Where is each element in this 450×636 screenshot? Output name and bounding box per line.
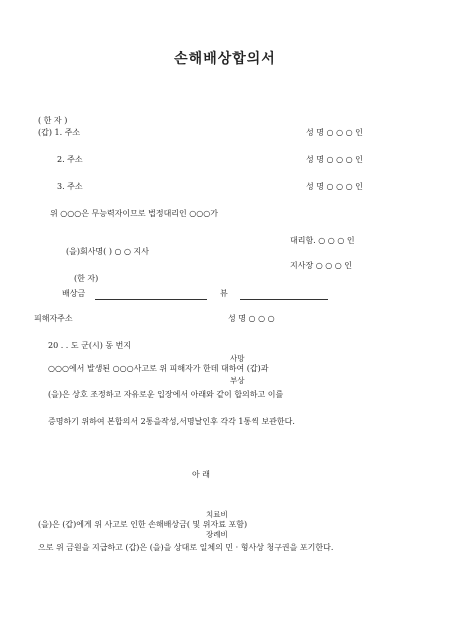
- proof-statement: 증명하기 위하여 본합의서 2통을작성,서명날인후 각각 1통씩 보관한다.: [48, 417, 295, 426]
- compensation-mid-mark: 뷰: [220, 289, 228, 298]
- terms-heading: 아 래: [192, 470, 210, 479]
- accident-description: ○○○에서 발생된 ○○○사고로 위 피해자가 한데 대하여 (갑)과: [48, 364, 269, 373]
- party-a-header: ( 한 자 ): [38, 116, 68, 125]
- accident-date-place: 20 . . 도 군(시) 동 번지: [48, 341, 132, 350]
- compensation-amount-rule-left: [95, 299, 207, 300]
- signature-3: 성 명 ○ ○ ○ 인: [306, 182, 363, 191]
- company-name-line: (을)회사명( ) ○ ○ 지사: [66, 247, 149, 256]
- mutual-agreement-line: (을)은 상호 조정하고 자유로운 입장에서 아래와 같이 합의하고 이를: [48, 390, 284, 399]
- guardian-signature: 대리함. ○ ○ ○ 인: [290, 236, 355, 245]
- address-3-label: 3. 주소: [57, 182, 83, 191]
- address-1-label: (갑) 1. 주소: [38, 128, 81, 137]
- signature-2: 성 명 ○ ○ ○ 인: [306, 155, 363, 164]
- branch-head-signature: 지사장 ○ ○ ○ 인: [290, 261, 353, 270]
- waiver-statement: 으로 위 금원을 지급하고 (갑)은 (을)을 상대로 일체의 민 · 형사상 청구권을 포기한다.: [38, 543, 334, 552]
- payment-statement: (을)은 (갑)에게 위 사고로 인한 손해배상금( 및 위자료 포함): [38, 520, 248, 529]
- injury-label: 부상: [230, 376, 245, 385]
- death-label: 사망: [230, 354, 245, 363]
- compensation-label: 배상금: [62, 289, 86, 298]
- guardian-statement: 위 ○○○은 무능력자이므로 법정대리인 ○○○가: [50, 209, 218, 218]
- signature-1: 성 명 ○ ○ ○ 인: [306, 128, 363, 137]
- victim-signature: 성 명 ○ ○ ○: [228, 314, 275, 323]
- document-title: 손해배상합의서: [174, 51, 276, 67]
- victim-address-label: 피해자주소: [34, 314, 73, 323]
- treatment-cost-label: 치료비: [206, 510, 228, 519]
- funeral-cost-label: 장례비: [206, 530, 228, 539]
- party-b-header: (한 자): [74, 274, 99, 283]
- address-2-label: 2. 주소: [57, 155, 83, 164]
- compensation-amount-rule-right: [240, 299, 328, 300]
